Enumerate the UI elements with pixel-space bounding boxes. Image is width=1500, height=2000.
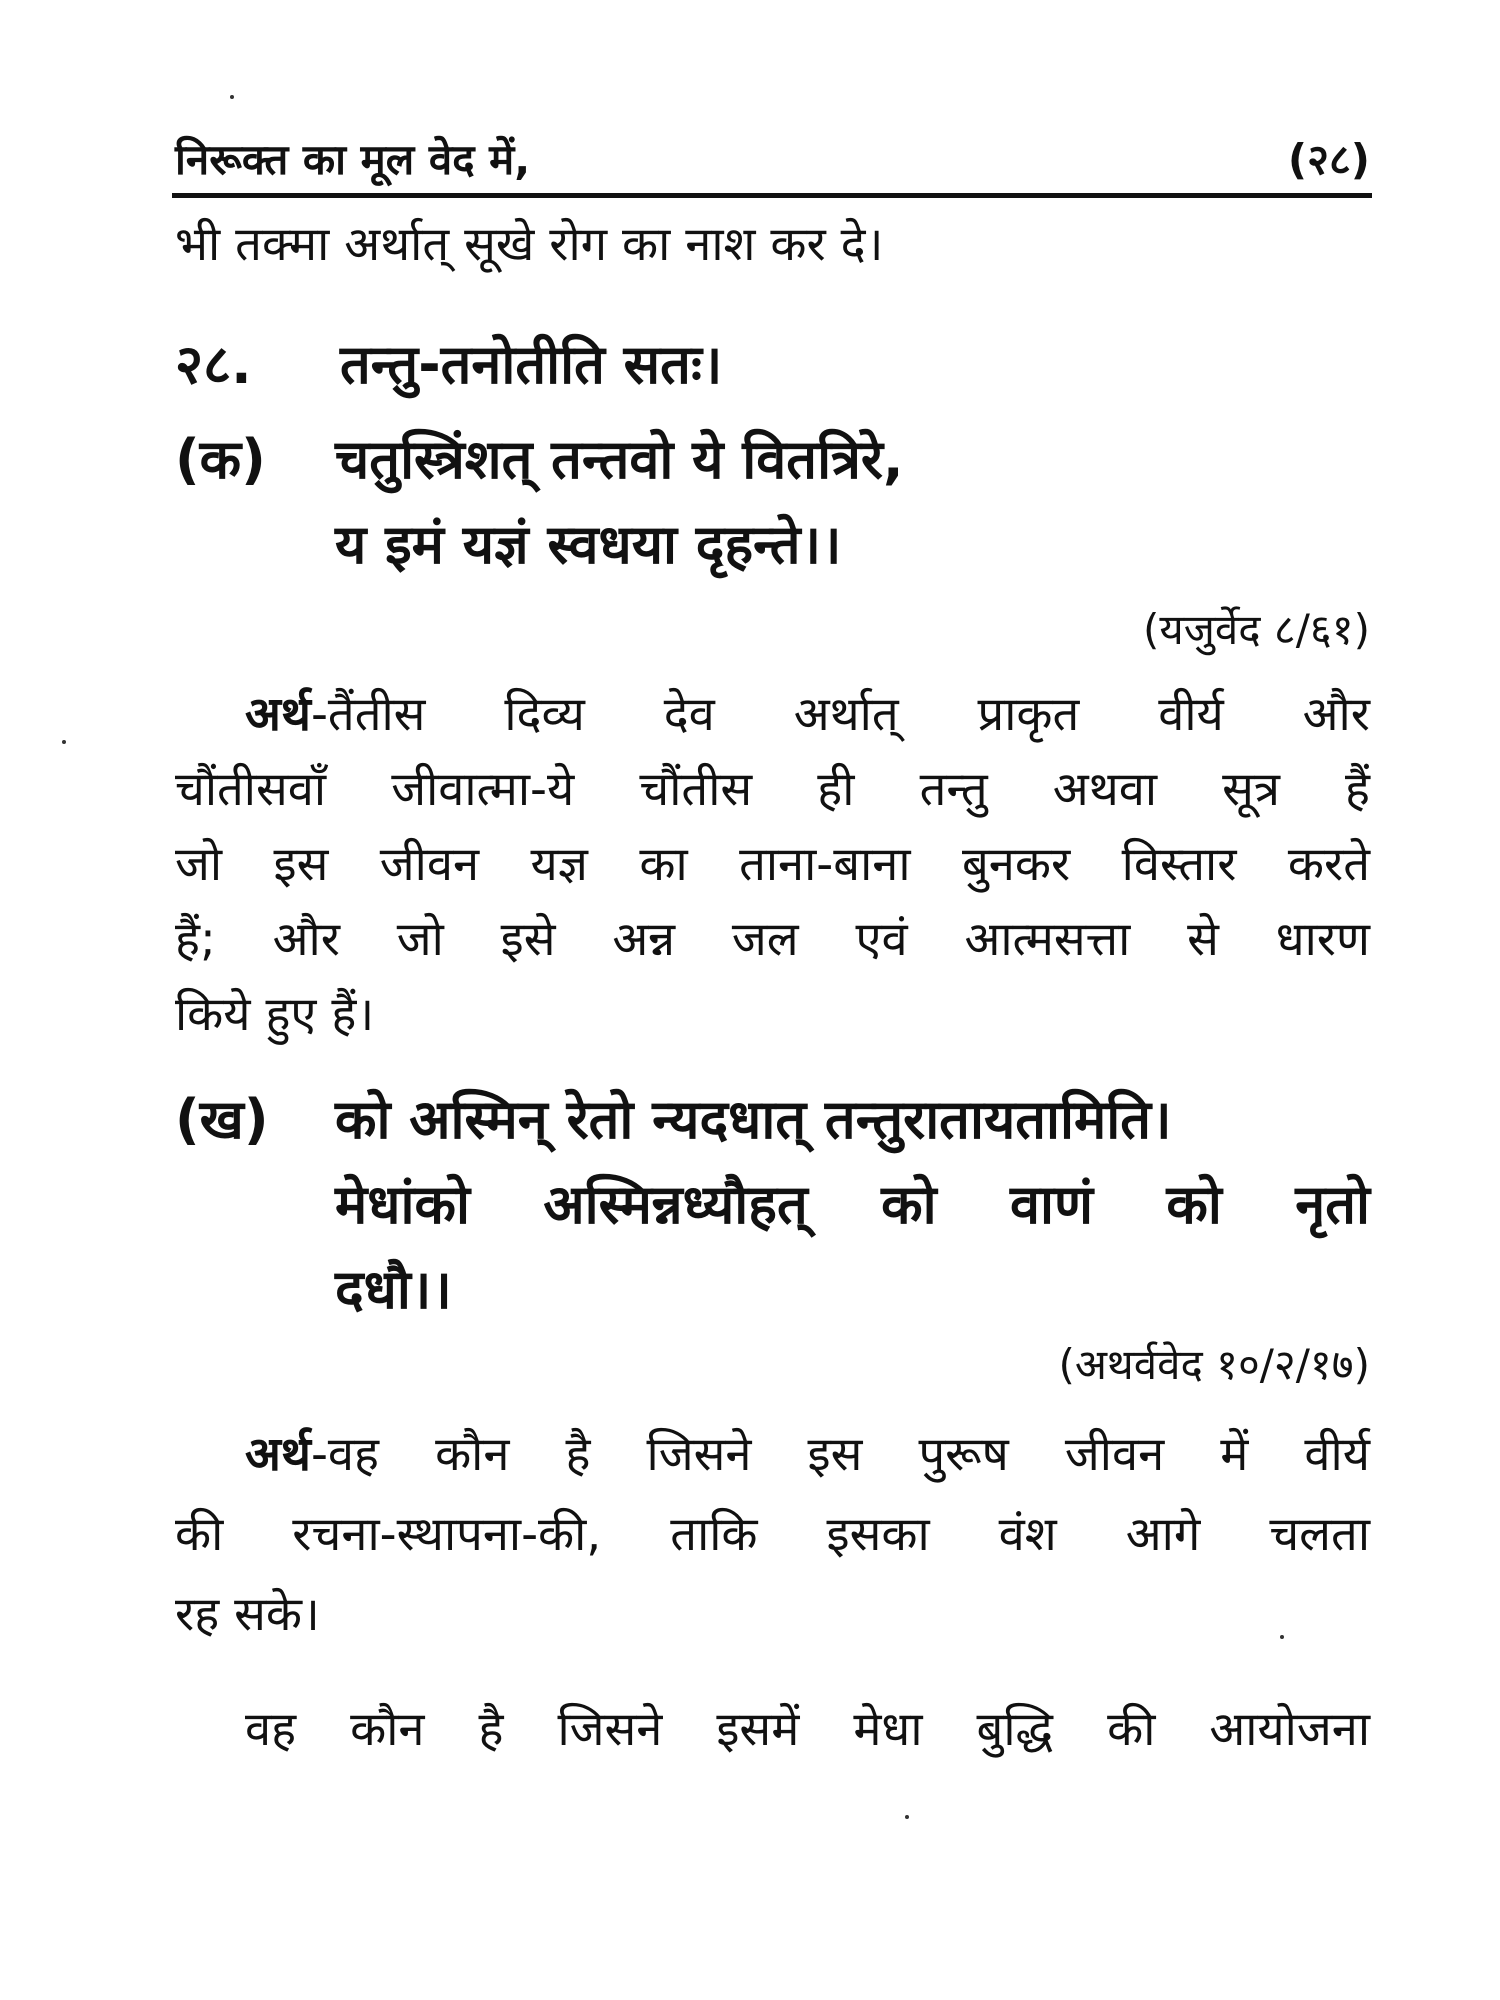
page-number: (२८) <box>1287 135 1370 184</box>
verse-b-text-1: को अस्मिन् रेतो न्यदधात् तन्तुरातायतामिति। <box>335 1088 1172 1151</box>
verse-a-text-1: चतुस्त्रिंशत् तन्तवो ये वितत्रिरे, <box>335 428 904 491</box>
verse-b-line-2: मेधांको अस्मिन्नध्यौहत् को वाणं को नृतो <box>335 1173 1370 1236</box>
meaning-a-line-1 <box>175 685 1370 745</box>
meaning-a-lead: अर्थ <box>245 687 311 742</box>
meaning-b-line-2: की रचना-स्थापना-की, ताकि इसका वंश आगे चलता <box>175 1507 1370 1562</box>
section-heading <box>175 335 722 395</box>
verse-a-label: (क) <box>175 428 266 491</box>
meaning-a-line-2: चौंतीसवाँ जीवात्मा-ये चौंतीस ही तन्तु अथवा सूत्र हैं <box>175 762 1370 817</box>
section-number: २८. <box>175 333 252 396</box>
verse-b-line-1 <box>175 1090 1172 1150</box>
verse-b-label: (ख) <box>175 1088 269 1151</box>
verse-a-line-1 <box>175 430 903 490</box>
meaning-a-line-3: जो इस जीवन यज्ञ का ताना-बाना बुनकर विस्तार करते <box>175 837 1370 892</box>
meaning-b-text-1: -वह कौन है जिसने इस पुरूष जीवन में वीर्य <box>310 1427 1370 1482</box>
meaning-a-line-4: हैं; और जो इसे अन्न जल एवं आत्मसत्ता से धारण <box>175 912 1370 967</box>
continuation-line: भी तक्मा अर्थात् सूखे रोग का नाश कर दे। <box>175 217 884 272</box>
header-divider <box>172 193 1372 198</box>
scan-speck <box>62 740 66 744</box>
scan-speck <box>230 95 234 99</box>
verse-b-citation: (अथर्ववेद १०/२/१७) <box>1058 1340 1370 1389</box>
scan-speck <box>1280 1635 1284 1639</box>
meaning-a-line-5: किये हुए हैं। <box>175 987 375 1042</box>
verse-a-citation: (यजुर्वेद ८/६१) <box>1143 605 1370 654</box>
scan-speck <box>905 1815 909 1819</box>
closing-line-1: वह कौन है जिसने इसमें मेधा बुद्धि की आयोजना <box>245 1702 1370 1757</box>
verse-a-line-2: य इमं यज्ञं स्वधया दृहन्ते।। <box>335 513 842 576</box>
verse-b-line-3: दधौ।। <box>335 1258 452 1321</box>
meaning-b-line-3: रह सके। <box>175 1587 320 1642</box>
header-title: निरूक्त का मूल वेद में, <box>175 135 531 184</box>
meaning-b-lead: अर्थ <box>245 1427 311 1482</box>
meaning-a-text-1: -तैंतीस दिव्य देव अर्थात् प्राकृत वीर्य और <box>310 687 1370 742</box>
meaning-b-line-1 <box>175 1425 1370 1485</box>
running-header <box>175 130 1370 190</box>
section-title: तन्तु-तनोतीति सतः। <box>340 333 723 396</box>
